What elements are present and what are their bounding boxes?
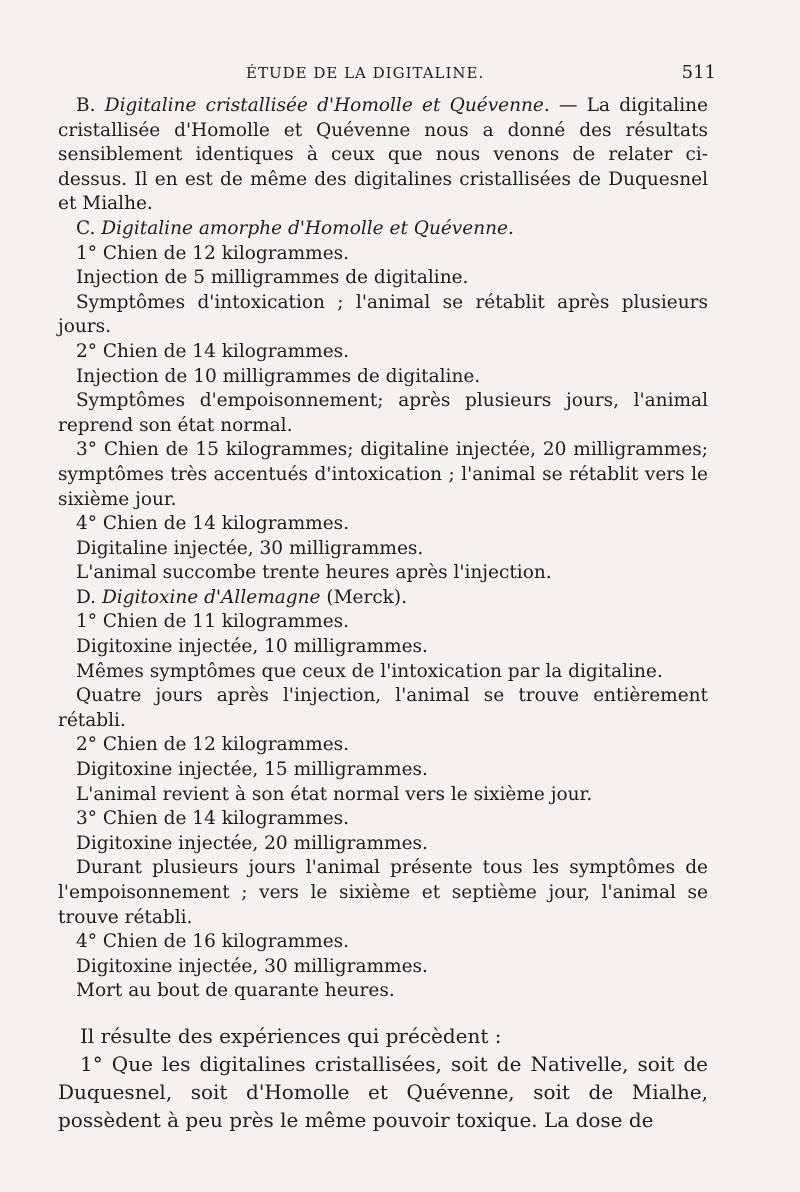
section-c-line: 1° Chien de 12 kilogrammes. — [76, 242, 350, 264]
book-page — [58, 62, 716, 1134]
section-c-prefix: C. — [76, 217, 96, 239]
section-c-line: 3° Chien de 15 kilogrammes; digitaline injectée, 20 milligrammes; symptômes très accentués d'intoxication ; l'animal se rétablit vers le sixième jour. — [58, 439, 708, 510]
section-d-line: Quatre jours après l'injection, l'animal se trouve entièrement rétabli. — [58, 685, 708, 731]
section-d-line: 3° Chien de 14 kilogrammes. — [76, 808, 350, 830]
section-c-heading: Digitaline amorphe d'Homolle et Quévenne. — [101, 217, 514, 239]
section-b-prefix: B. — [76, 95, 96, 116]
section-d-line: Digitoxine injectée, 10 milligrammes. — [76, 636, 428, 658]
section-b-paragraph — [58, 94, 708, 217]
section-gap — [58, 1004, 708, 1022]
section-d-line: Mêmes symptômes que ceux de l'intoxication par la digitaline. — [76, 660, 663, 682]
section-b-heading: Digitaline cristallisée d'Homolle et Quévenne. — [104, 95, 550, 116]
section-c-line: Symptômes d'intoxication ; l'animal se rétablit après plusieurs jours. — [58, 291, 708, 338]
section-d-line: 4° Chien de 16 kilogrammes. — [76, 931, 350, 953]
section-d-line: L'animal revient à son état normal vers le sixième jour. — [76, 783, 593, 805]
section-c-line: 2° Chien de 14 kilogrammes. — [76, 340, 350, 362]
section-d-heading-suffix: (Merck). — [320, 586, 407, 608]
section-d-line: Digitoxine injectée, 15 milligrammes. — [76, 759, 428, 781]
section-c-heading-line — [58, 217, 708, 242]
section-d-line: Digitoxine injectée, 30 milligrammes. — [76, 955, 428, 977]
section-b-text: — La digitaline cristallisée d'Homolle et Quévenne nous a donné des résultats sensiblement identiques à ceux que nous venons de relater ci-dessus. Il en est de même des digitalines cristallisées de Duquesnel et Mialhe. — [58, 95, 708, 215]
running-head — [58, 62, 716, 86]
conclusion — [58, 1022, 708, 1134]
section-d-line: 1° Chien de 11 kilogrammes. — [76, 611, 350, 633]
page-number: 511 — [681, 62, 716, 83]
section-d-heading: Digitoxine d'Allemagne — [101, 586, 321, 608]
section-d-line: Durant plusieurs jours l'animal présente tous les symptômes de l'empoisonnement ; vers le sixième et septième jour, l'animal se trouve rétabli. — [58, 857, 708, 928]
section-c-line: Injection de 5 milligrammes de digitaline. — [76, 267, 469, 289]
section-c-line: L'animal succombe trente heures après l'injection. — [76, 562, 552, 584]
section-c-line: Injection de 10 milligrammes de digitaline. — [76, 365, 481, 387]
section-d-line: Digitoxine injectée, 20 milligrammes. — [76, 832, 428, 854]
conclusion-point-1: 1° Que les digitalines cristallisées, soit de Nativelle, soit de Duquesnel, soit d'Homolle et Quévenne, soit de Mialhe, possèdent à peu près le même pouvoir toxique. La dose de — [58, 1051, 708, 1132]
section-d-line: 2° Chien de 12 kilogrammes. — [76, 734, 350, 756]
section-d-prefix: D. — [76, 586, 97, 608]
section-d-line: Mort au bout de quarante heures. — [76, 980, 395, 1002]
section-d-heading-line — [58, 586, 708, 611]
section-c-line: Symptômes d'empoisonnement; après plusieurs jours, l'animal reprend son état normal. — [58, 390, 708, 436]
body-text — [58, 94, 708, 1004]
running-title: ÉTUDE DE LA DIGITALINE. — [246, 64, 485, 82]
section-c-line: 4° Chien de 14 kilogrammes. — [76, 513, 350, 535]
section-c-line: Digitaline injectée, 30 milligrammes. — [76, 537, 424, 559]
conclusion-intro: Il résulte des expériences qui précèdent : — [80, 1023, 502, 1048]
